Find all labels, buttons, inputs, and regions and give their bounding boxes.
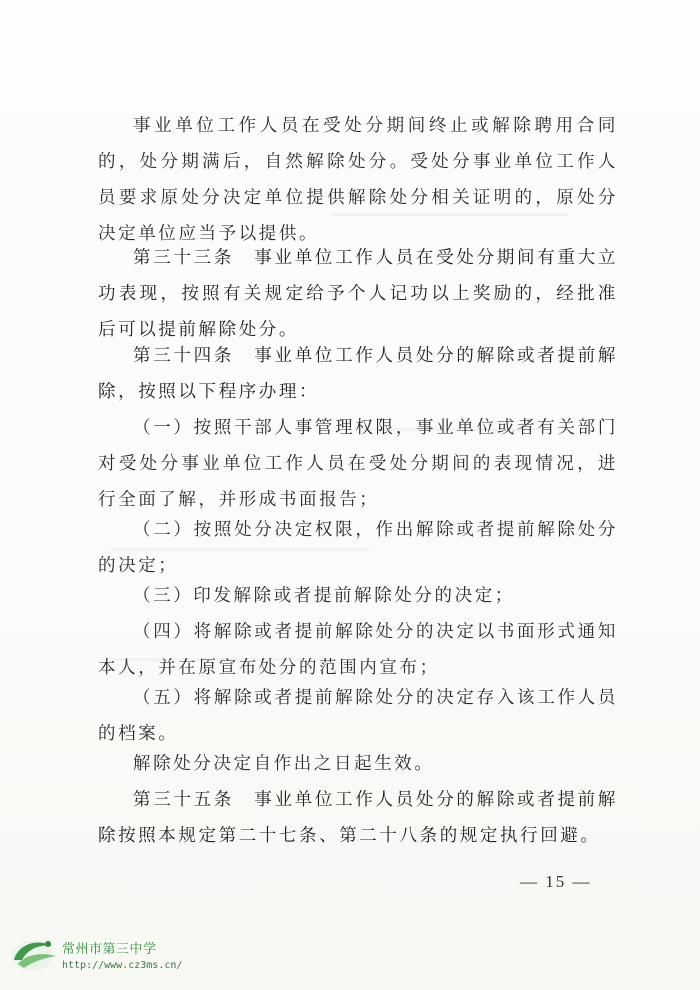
procedure-item-2: （二）按照处分决定权限，作出解除或者提前解除处分的决定； [98, 520, 618, 576]
school-logo-icon [8, 934, 60, 974]
effective-clause: 解除处分决定自作出之日起生效。 [133, 754, 435, 774]
watermark-school-name: 常州市第三中学 [62, 942, 157, 957]
site-watermark [6, 930, 206, 986]
page-number: — 15 — [520, 872, 592, 891]
paragraph: 事业单位工作人员在受处分期间终止或解除聘用合同的，处分期满后，自然解除处分。受处分事业单位工作人员要求原处分决定单位提供解除处分相关证明的，原处分决定单位应当予以提供。 [98, 116, 618, 244]
procedure-item-4: （四）将解除或者提前解除处分的决定以书面形式通知本人，并在原宣布处分的范围内宣布； [98, 622, 618, 678]
article-34: 第三十四条 事业单位工作人员处分的解除或者提前解除，按照以下程序办理： [98, 346, 618, 402]
procedure-item-5: （五）将解除或者提前解除处分的决定存入该工作人员的档案。 [98, 688, 618, 744]
article-35: 第三十五条 事业单位工作人员处分的解除或者提前解除按照本规定第二十七条、第二十八条的规定执行回避。 [98, 790, 618, 846]
watermark-url: http://www.cz3ms.cn/ [62, 960, 183, 971]
procedure-item-3: （三）印发解除或者提前解除处分的决定； [133, 586, 515, 606]
procedure-item-1: （一）按照干部人事管理权限，事业单位或者有关部门对受处分事业单位工作人员在受处分期间的表现情况，进行全面了解，并形成书面报告； [98, 418, 618, 510]
article-33: 第三十三条 事业单位工作人员在受处分期间有重大立功表现，按照有关规定给予个人记功以上奖励的，经批准后可以提前解除处分。 [98, 248, 618, 340]
